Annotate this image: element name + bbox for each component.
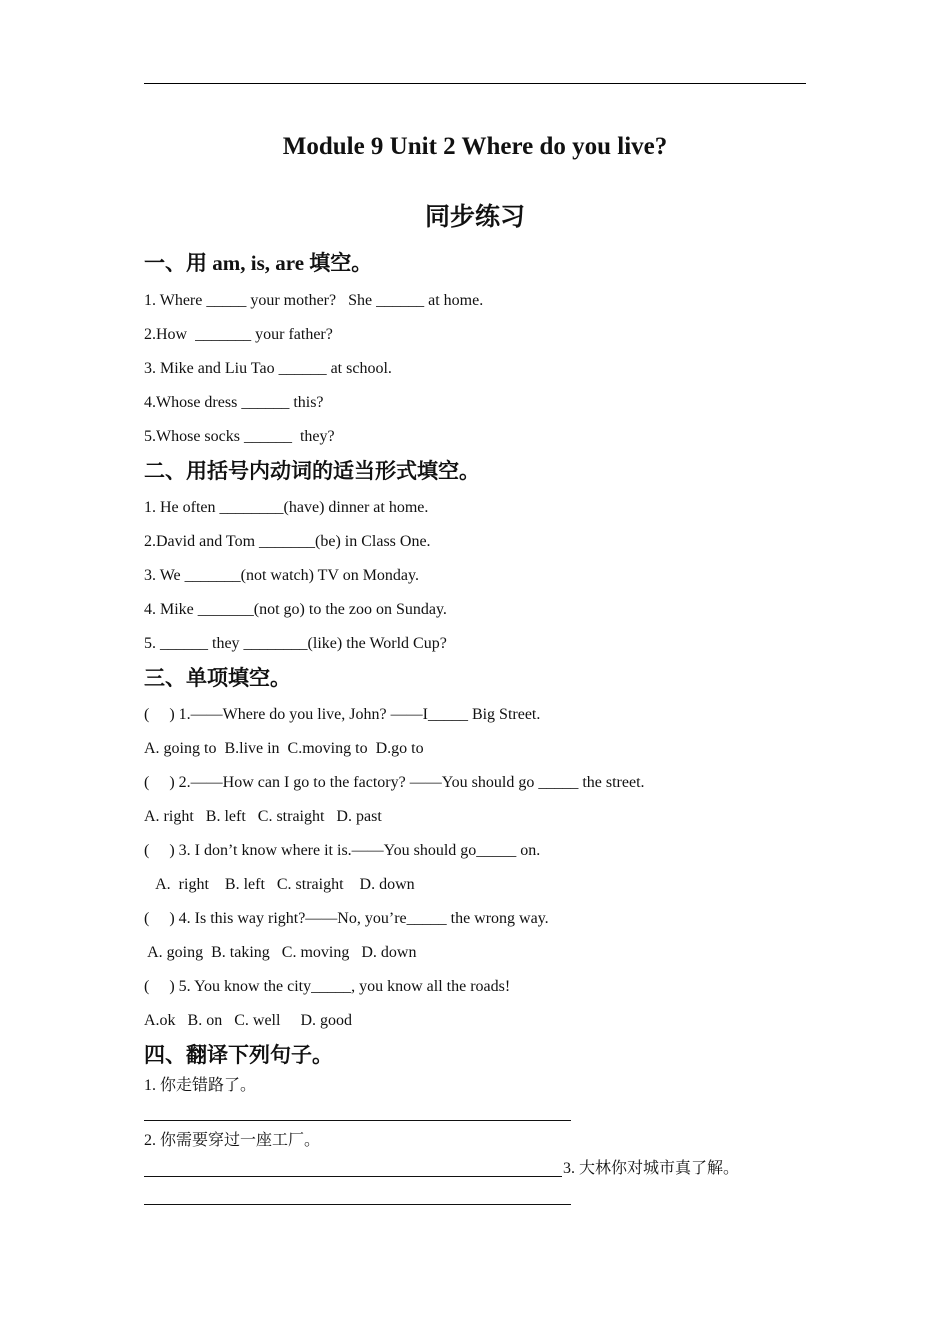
answer-line-2[interactable] <box>144 1176 562 1177</box>
answer-line-1[interactable] <box>144 1120 571 1121</box>
translation-question-3: 3. 大林你对城市真了解。 <box>563 1160 740 1177</box>
section2-item: 3. We _______(not watch) TV on Monday. <box>144 567 419 584</box>
section3-options: A. right B. left C. straight D. down <box>144 876 415 893</box>
section2-item: 5. ______ they ________(like) the World Cup? <box>144 635 447 652</box>
section1-heading: 一、用 am, is, are 填空。 <box>144 251 373 275</box>
translation-question-1: 1. 你走错路了。 <box>144 1077 257 1094</box>
section3-options: A.ok B. on C. well D. good <box>144 1012 352 1029</box>
section1-item: 1. Where _____ your mother? She ______ at home. <box>144 292 484 309</box>
section3-options: A. right B. left C. straight D. past <box>144 808 382 825</box>
section3-options: A. going to B.live in C.moving to D.go to <box>144 740 424 757</box>
section2-item: 4. Mike _______(not go) to the zoo on Sunday. <box>144 601 447 618</box>
page-title: Module 9 Unit 2 Where do you live? <box>282 133 668 160</box>
section2-item: 1. He often ________(have) dinner at home. <box>144 499 429 516</box>
section3-heading: 三、单项填空。 <box>144 666 291 690</box>
section1-item: 3. Mike and Liu Tao ______ at school. <box>144 360 392 377</box>
translation-question-2: 2. 你需要穿过一座工厂。 <box>144 1132 321 1149</box>
section3-question: ( ) 3. I don’t know where it is.——You should go_____ on. <box>144 842 541 859</box>
answer-line-3[interactable] <box>144 1204 571 1205</box>
section4-heading: 四、翻译下列句子。 <box>144 1043 333 1067</box>
section1-item: 2.How _______ your father? <box>144 326 333 343</box>
section1-item: 5.Whose socks ______ they? <box>144 428 335 445</box>
header-rule <box>144 83 806 84</box>
section2-heading: 二、用括号内动词的适当形式填空。 <box>144 459 480 483</box>
section2-item: 2.David and Tom _______(be) in Class One. <box>144 533 431 550</box>
page-subtitle: 同步练习 <box>424 204 525 231</box>
section1-item: 4.Whose dress ______ this? <box>144 394 324 411</box>
section3-question: ( ) 5. You know the city_____, you know all the roads! <box>144 978 511 995</box>
section3-options: A. going B. taking C. moving D. down <box>144 944 417 961</box>
section3-question: ( ) 4. Is this way right?——No, you’re_____ the wrong way. <box>144 910 549 927</box>
section3-question: ( ) 2.——How can I go to the factory? ——You should go _____ the street. <box>144 774 645 791</box>
section3-question: ( ) 1.——Where do you live, John? ——I_____ Big Street. <box>144 706 541 723</box>
